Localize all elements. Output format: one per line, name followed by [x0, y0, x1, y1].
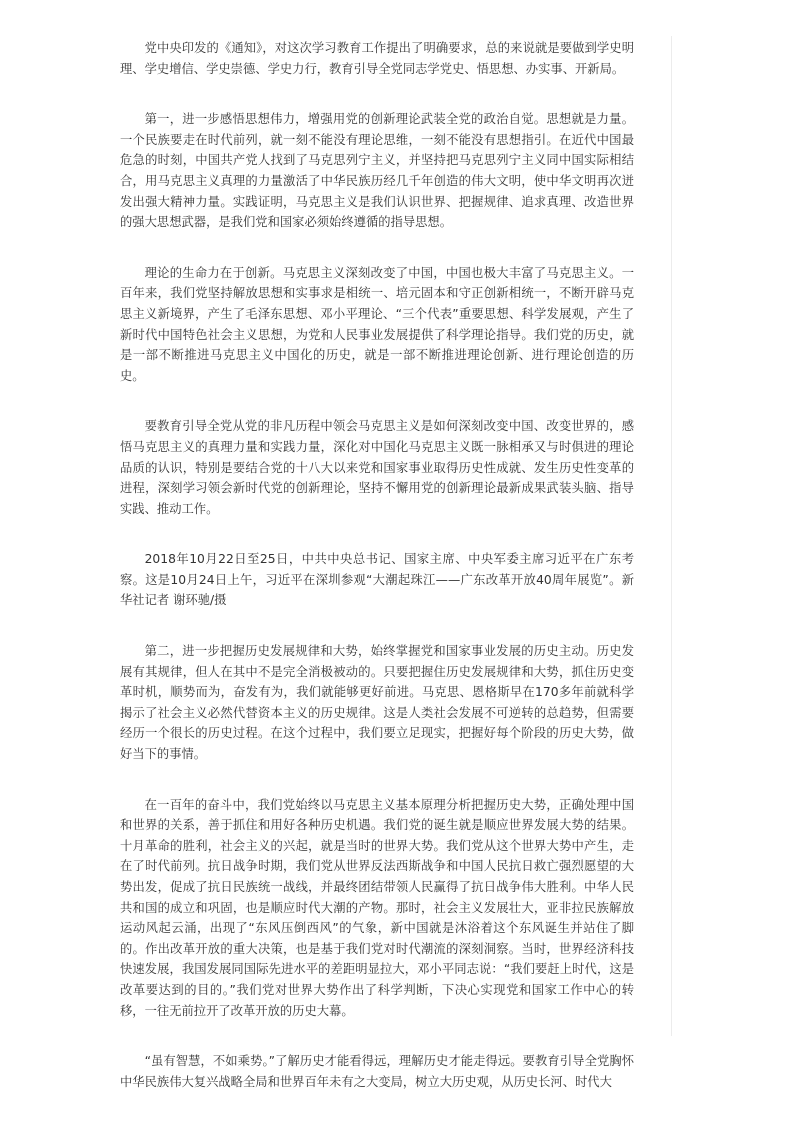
- paragraph-education-guidance: 要教育引导全党从党的非凡历程中领会马克思主义是如何深刻改变中国、改变世界的，感悟马克思主义的真理力量和实践力量，深化对中国化马克思主义既一脉相承又与时俱进的理论品质的认识，特别是要结合党的十八大以来党和国家事业取得历史性成就、发生历史性变革的进程，深刻学习领会新时代党的创新理论，坚持不懈用党的创新理论最新成果武装头脑、指导实践、推动工作。: [120, 419, 634, 516]
- paragraph-theory-innovation: 理论的生命力在于创新。马克思主义深刻改变了中国，中国也极大丰富了马克思主义。一百年来，我们党坚持解放思想和实事求是相统一、培元固本和守正创新相统一，不断开辟马克思主义新境界，产生了毛泽东思想、邓小平理论、“三个代表”重要思想、科学发展观，产生了新时代中国特色社会主义思想，为党和人民事业发展提供了科学理论指导。我们党的历史，就是一部不断推进马克思主义中国化的历史，就是一部不断推进理论创新、进行理论创造的历史。: [120, 265, 634, 383]
- photo-caption: 2018年10月22日至25日，中共中央总书记、国家主席、中央军委主席习近平在广东考察。这是10月24日上午，习近平在深圳参观“大潮起珠江——广东改革开放40周年展览”。新华社记者 谢环驰/摄: [120, 552, 634, 608]
- paragraph-wisdom-momentum: “虽有智慧，不如乘势。”了解历史才能看得远，理解历史才能走得远。要教育引导全党胸怀中华民族伟大复兴战略全局和世界百年未有之大变局，树立大历史观，从历史长河、时代大: [120, 1054, 634, 1089]
- paragraph-point-one-thought-power: 第一，进一步感悟思想伟力，增强用党的创新理论武装全党的政治自觉。思想就是力量。一个民族要走在时代前列，就一刻不能没有理论思维，一刻不能没有思想指引。在近代中国最危急的时刻，中国共产党人找到了马克思列宁主义，并坚持把马克思列宁主义同中国实际相结合，用马克思主义真理的力量激活了中华民族历经几千年创造的伟大文明，使中华文明再次迸发出强大精神力量。实践证明，马克思主义是我们认识世界、把握规律、追求真理、改造世界的强大思想武器，是我们党和国家必须始终遵循的指导思想。: [120, 112, 634, 230]
- paragraph-century-struggle: 在一百年的奋斗中，我们党始终以马克思主义基本原理分析把握历史大势，正确处理中国和世界的关系，善于抓住和用好各种历史机遇。我们党的诞生就是顺应世界发展大势的结果。十月革命的胜利，社会主义的兴起，就是当时的世界大势。我们党从这个世界大势中产生，走在了时代前列。抗日战争时期，我们党从世界反法西斯战争和中国人民抗日救亡强烈愿望的大势出发，促成了抗日民族统一战线，并最终团结带领人民赢得了抗日战争伟大胜利。中华人民共和国的成立和巩固，也是顺应时代大潮的产物。那时，社会主义发展壮大，亚非拉民族解放运动风起云涌，出现了“东风压倒西风”的气象，新中国就是沐浴着这个东风诞生并站住了脚的。作出改革开放的重大决策，也是基于我们党对时代潮流的深刻洞察。当时，世界经济科技快速发展，我国发展同国际先进水平的差距明显拉大，邓小平同志说：“我们要赶上时代，这是改革要达到的目的。”我们党对世界大势作出了科学判断，下决心实现党和国家工作中心的转移，一往无前拉开了改革开放的历史大幕。: [120, 797, 634, 1018]
- paragraph-point-two-historical-trends: 第二，进一步把握历史发展规律和大势，始终掌握党和国家事业发展的历史主动。历史发展有其规律，但人在其中不是完全消极被动的。只要把握住历史发展规律和大势，抓住历史变革时机，顺势而为，奋发有为，我们就能够更好前进。马克思、恩格斯早在170多年前就科学揭示了社会主义必然代替资本主义的历史规律。这是人类社会发展不可逆转的总趋势，但需要经历一个很长的历史过程。在这个过程中，我们要立足现实，把握好每个阶段的历史大势，做好当下的事情。: [120, 644, 634, 762]
- paragraph-notice-requirements: 党中央印发的《通知》，对这次学习教育工作提出了明确要求，总的来说就是要做到学史明理、学史增信、学史崇德、学史力行，教育引导全党同志学党史、悟思想、办实事、开新局。: [120, 41, 634, 76]
- page-edge-rule: [671, 36, 672, 1036]
- article-body: [120, 38, 634, 1122]
